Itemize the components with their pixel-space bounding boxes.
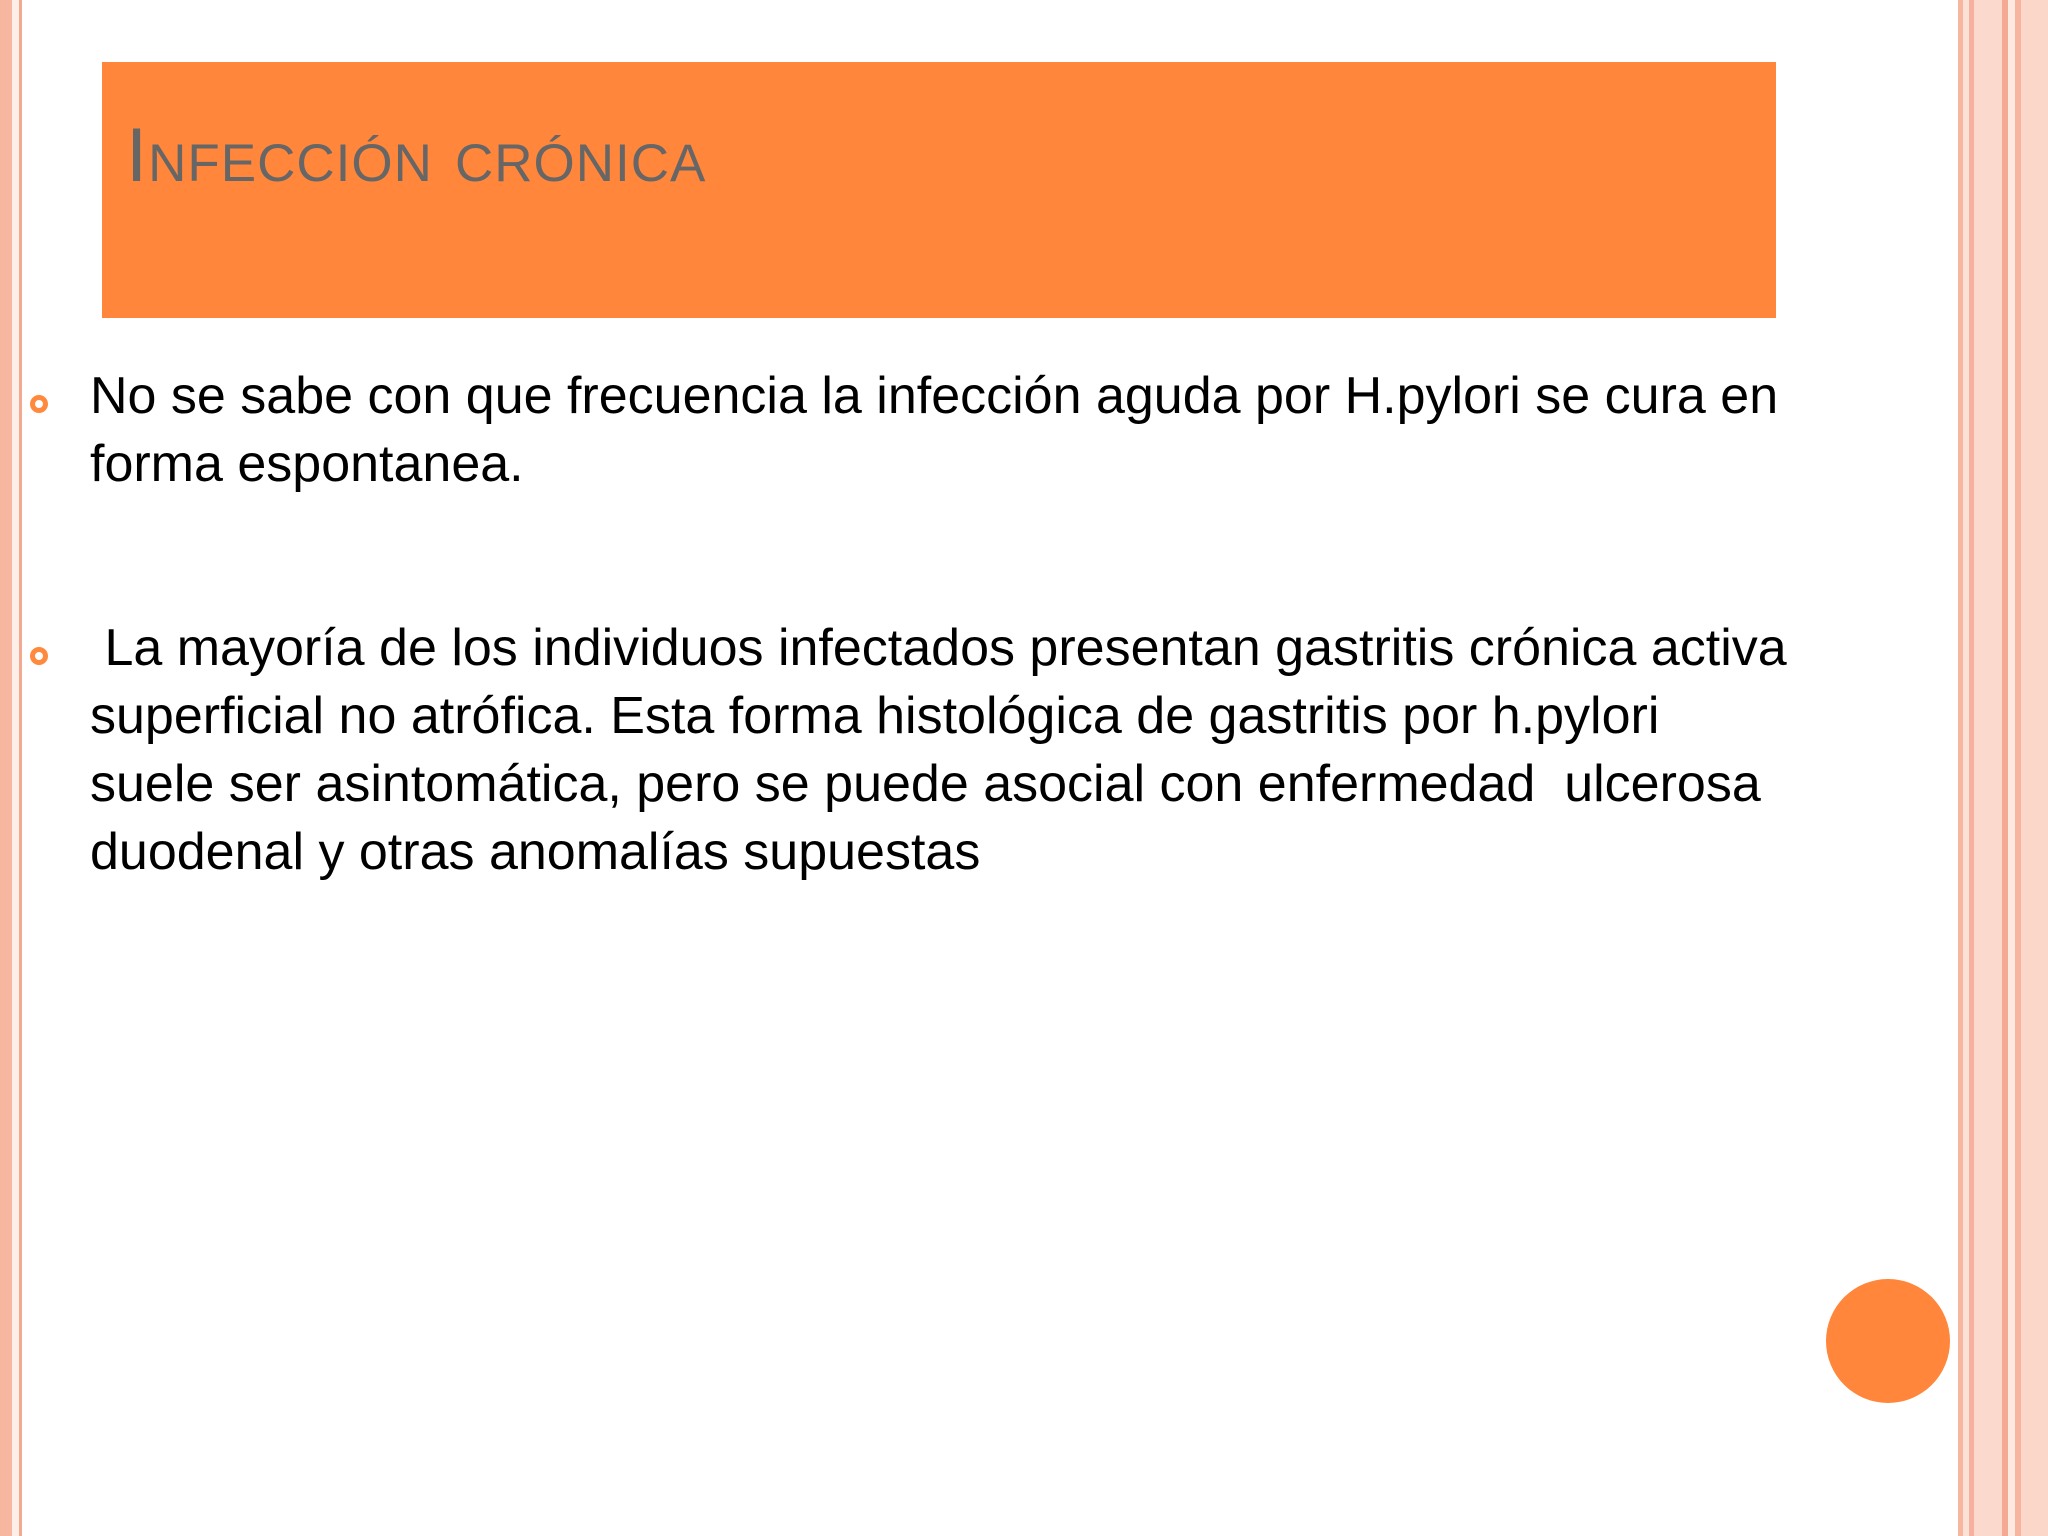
- bullet-text: No se sabe con que frecuencia la infección aguda por H.pylori se cura en forma espontanea.: [90, 367, 1779, 493]
- slide-title: Infección crónica: [126, 113, 707, 198]
- right-stripe: [1974, 0, 2002, 1536]
- right-decorative-stripes: [1958, 0, 2048, 1536]
- left-border-inner-line: [19, 0, 22, 1536]
- left-border-gap: [12, 0, 19, 1536]
- hollow-circle-icon: [30, 647, 48, 665]
- bullet-text: La mayoría de los individuos infectados presentan gastritis crónica activa superficial no atrófica. Esta forma histológica de gastritis por h.pylori suele ser asintomática, pero se puede asocial con enfermedad ulcerosa duodenal y otras anomalías supuestas: [90, 619, 1802, 881]
- right-stripe: [2021, 0, 2048, 1536]
- decorative-circle: [1826, 1279, 1950, 1403]
- left-border: [0, 0, 12, 1536]
- right-stripe: [2008, 0, 2015, 1536]
- hollow-circle-icon: [30, 395, 48, 413]
